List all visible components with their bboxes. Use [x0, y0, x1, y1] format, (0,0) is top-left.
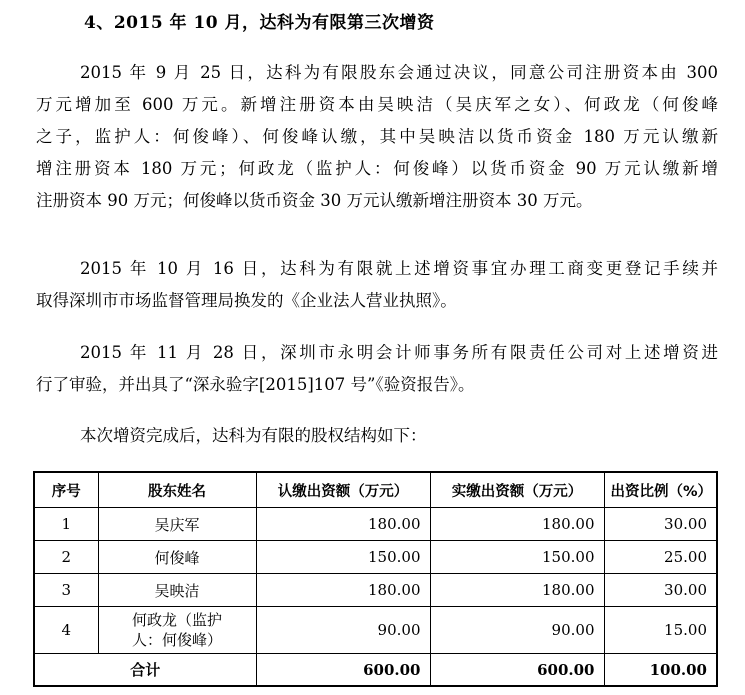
header-ratio: 出资比例（%）	[604, 472, 717, 508]
text-line: 2015 年 9 月 25 日，达科为有限股东会通过决议，同意公司注册资本由 300	[80, 63, 718, 82]
header-shareholder: 股东姓名	[98, 472, 256, 508]
cell-subscribed: 90.00	[256, 607, 430, 654]
shareholder-name-line: 人：何俊峰）	[131, 631, 222, 649]
cell-total-label: 合计	[34, 654, 256, 687]
text-line: 之子，监护人：何俊峰）、何俊峰认缴，其中吴映洁以货币资金 180 万元认缴新	[36, 127, 718, 146]
shareholder-name-line: 何政龙（监护	[131, 611, 222, 629]
cell-total-paid: 600.00	[430, 654, 604, 687]
text-line: 万元增加至 600 万元。新增注册资本由吴映洁（吴庆军之女）、何政龙（何俊峰	[36, 95, 718, 114]
cell-shareholder: 何俊峰	[98, 541, 256, 574]
cell-no: 1	[34, 508, 98, 541]
paragraph-table-intro	[36, 420, 718, 452]
table-header-row	[34, 472, 717, 508]
cell-paid: 150.00	[430, 541, 604, 574]
cell-ratio: 25.00	[604, 541, 717, 574]
paragraph-registration	[36, 253, 718, 317]
cell-no: 2	[34, 541, 98, 574]
cell-total-subscribed: 600.00	[256, 654, 430, 687]
text-line: 2015 年 10 月 16 日，达科为有限就上述增资事宜办理工商变更登记手续并	[80, 259, 718, 278]
text-line: 行了审验，并出具了“深永验字[2015]107 号”《验资报告》。	[36, 375, 475, 394]
table-row	[34, 541, 717, 574]
text-line: 注册资本 90 万元；何俊峰以货币资金 30 万元认缴新增注册资本 30 万元。	[36, 191, 593, 210]
cell-subscribed: 180.00	[256, 508, 430, 541]
section-heading: 4、2015 年 10 月，达科为有限第三次增资	[84, 13, 435, 33]
table-row	[34, 607, 717, 654]
header-no: 序号	[34, 472, 98, 508]
cell-paid: 180.00	[430, 508, 604, 541]
cell-paid: 90.00	[430, 607, 604, 654]
header-subscribed: 认缴出资额（万元）	[256, 472, 430, 508]
cell-total-ratio: 100.00	[604, 654, 717, 687]
table-total-row	[34, 654, 717, 687]
cell-ratio: 30.00	[604, 574, 717, 607]
cell-ratio: 30.00	[604, 508, 717, 541]
header-paid: 实缴出资额（万元）	[430, 472, 604, 508]
cell-ratio: 15.00	[604, 607, 717, 654]
text-line: 本次增资完成后，达科为有限的股权结构如下：	[80, 426, 427, 445]
paragraph-verification	[36, 337, 718, 401]
paragraph-capital-increase	[36, 57, 718, 217]
text-line: 2015 年 11 月 28 日，深圳市永明会计师事务所有限责任公司对上述增资进	[80, 343, 718, 362]
table-row	[34, 574, 717, 607]
cell-shareholder: 吴映洁	[98, 574, 256, 607]
cell-no: 4	[34, 607, 98, 654]
cell-subscribed: 180.00	[256, 574, 430, 607]
cell-no: 3	[34, 574, 98, 607]
cell-shareholder: 吴庆军	[98, 508, 256, 541]
cell-shareholder	[98, 607, 256, 654]
equity-structure-table	[33, 471, 718, 687]
text-line: 增注册资本 180 万元；何政龙（监护人：何俊峰）以货币资金 90 万元认缴新增	[36, 159, 718, 178]
table-row	[34, 508, 717, 541]
text-line: 取得深圳市市场监督管理局换发的《企业法人营业执照》。	[36, 291, 457, 310]
cell-paid: 180.00	[430, 574, 604, 607]
cell-subscribed: 150.00	[256, 541, 430, 574]
